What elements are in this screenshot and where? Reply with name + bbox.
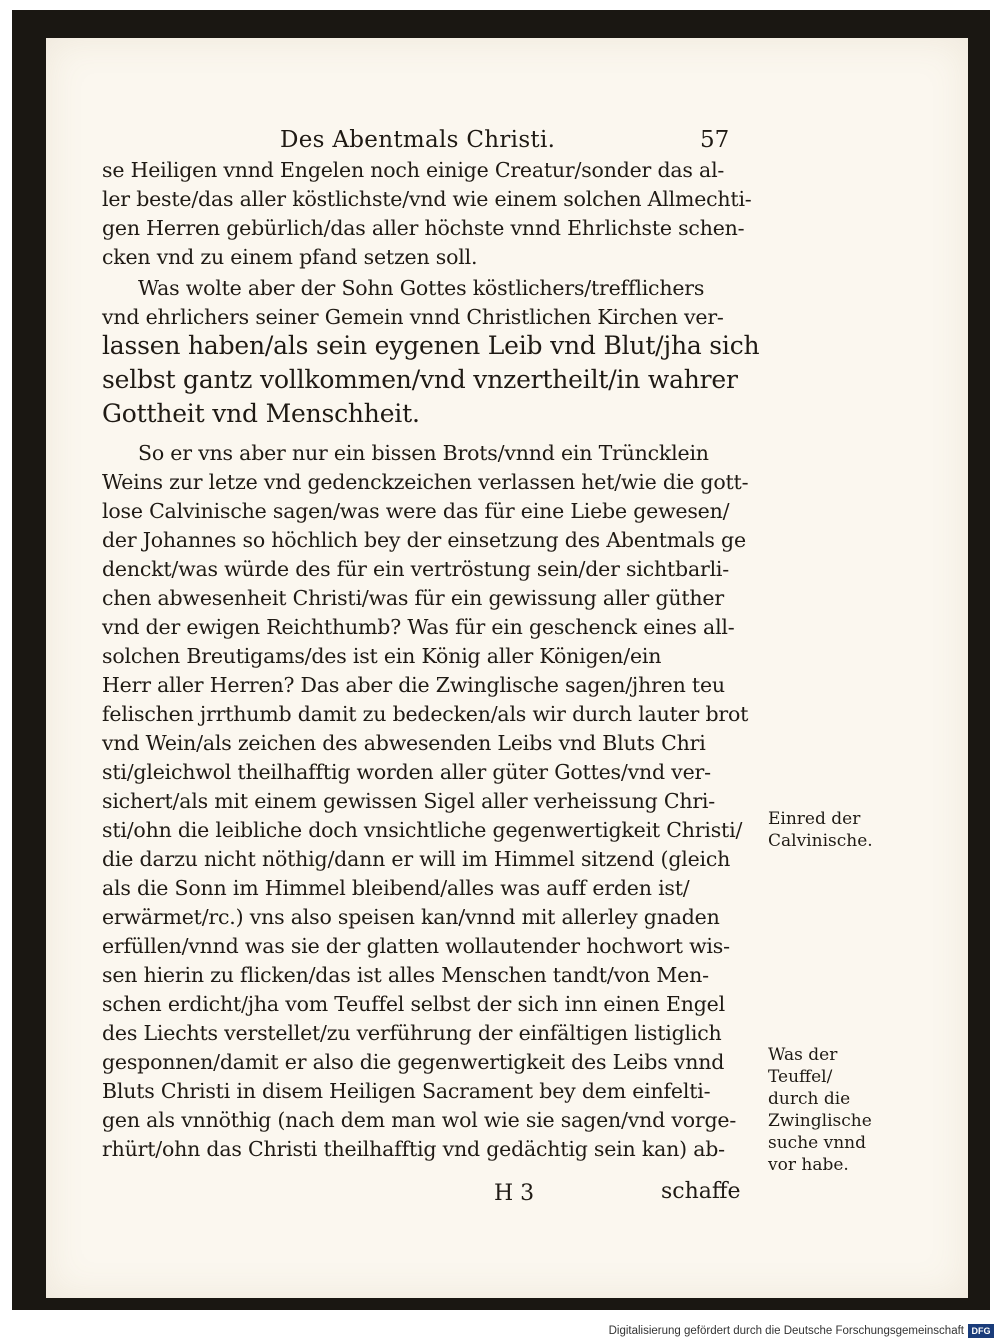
text-line: felischen jrrthumb damit zu bedecken/als wir durch lauter brot [102,702,749,726]
page-number: 57 [700,127,730,153]
text-line: gen Herren gebürlich/das aller höchste vnnd Ehrlichste schen- [102,216,745,240]
margin-note-line: Zwinglische [768,1111,872,1131]
margin-note-line: vor habe. [768,1155,849,1175]
text-line: als die Sonn im Himmel bleibend/alles was auff erden ist/ [102,876,690,900]
text-line: gesponnen/damit er also die gegenwertigkeit des Leibs vnnd [102,1050,725,1074]
margin-note-line: Was der [768,1045,838,1065]
margin-note-line: suche vnnd [768,1133,866,1153]
text-line: Bluts Christi in disem Heiligen Sacrament bey dem einfelti- [102,1079,711,1103]
text-line: gen als vnnöthig (nach dem man wol wie sie sagen/vnd vorge- [102,1108,737,1132]
text-line: selbst gantz vollkommen/vnd vnzertheilt/in wahrer [102,365,738,394]
text-line: sti/gleichwol theilhafftig worden aller güter Gottes/vnd ver- [102,760,711,784]
text-line: sichert/als mit einem gewissen Sigel aller verheissung Chri- [102,789,715,813]
margin-note-line: durch die [768,1089,851,1109]
text-line: Was wolte aber der Sohn Gottes köstlichers/trefflichers [138,276,705,300]
funding-credit: Digitalisierung gefördert durch die Deutsche Forschungsgemeinschaft [608,1325,964,1337]
text-line: chen abwesenheit Christi/was für ein gewissung aller güther [102,586,724,610]
text-line: cken vnd zu einem pfand setzen soll. [102,245,478,269]
margin-note-line: Calvinische. [768,831,873,851]
text-line: lose Calvinische sagen/was were das für eine Liebe gewesen/ [102,499,730,523]
margin-note [768,808,873,852]
margin-note [768,1044,872,1176]
text-line: Gottheit vnd Menschheit. [102,399,420,428]
text-line: die darzu nicht nöthig/dann er will im Himmel sitzend (gleich [102,847,731,871]
catchword: schaffe [661,1179,741,1204]
text-line: vnd Wein/als zeichen des abwesenden Leibs vnd Bluts Chri [102,731,706,755]
text-line: Weins zur letze vnd gedenckzeichen verlassen het/wie die gott- [102,470,749,494]
dfg-logo: DFG [968,1324,994,1338]
text-line: ler beste/das aller köstlichste/vnd wie einem solchen Allmechti- [102,187,752,211]
signature-mark: H 3 [494,1181,535,1206]
text-line: erwärmet/rc.) vns also speisen kan/vnnd mit allerley gnaden [102,905,720,929]
text-line: rhürt/ohn das Christi theilhafftig vnd gedächtig sein kan) ab- [102,1137,725,1161]
text-line: sen hierin zu flicken/das ist alles Menschen tandt/von Men- [102,963,709,987]
text-line: Herr aller Herren? Das aber die Zwinglische sagen/jhren teu [102,673,725,697]
text-line: solchen Breutigams/des ist ein König aller Königen/ein [102,644,662,668]
footer-bar [0,1318,1000,1344]
text-line: se Heiligen vnnd Engelen noch einige Creatur/sonder das al- [102,158,725,182]
text-line: vnd der ewigen Reichthumb? Was für ein geschenck eines all- [102,615,735,639]
text-line: sti/ohn die leibliche doch vnsichtliche gegenwertigkeit Christi/ [102,818,743,842]
text-line: vnd ehrlichers seiner Gemein vnnd Christlichen Kirchen ver- [102,305,724,329]
text-line: erfüllen/vnnd was sie der glatten wollautender hochwort wis- [102,934,730,958]
text-line: des Liechts verstellet/zu verführung der einfältigen listiglich [102,1021,722,1045]
text-line: lassen haben/als sein eygenen Leib vnd Blut/jha sich [102,331,760,360]
running-head: Des Abentmals Christi. [280,127,556,153]
text-line: So er vns aber nur ein bissen Brots/vnnd ein Trüncklein [138,441,709,465]
text-line: der Johannes so höchlich bey der einsetzung des Abentmals ge [102,528,746,552]
margin-note-line: Einred der [768,809,861,829]
text-line: schen erdicht/jha vom Teuffel selbst der sich inn einen Engel [102,992,725,1016]
margin-note-line: Teuffel/ [768,1067,833,1087]
text-line: denckt/was würde des für ein vertröstung sein/der sichtbarli- [102,557,730,581]
scanned-page [46,38,968,1298]
